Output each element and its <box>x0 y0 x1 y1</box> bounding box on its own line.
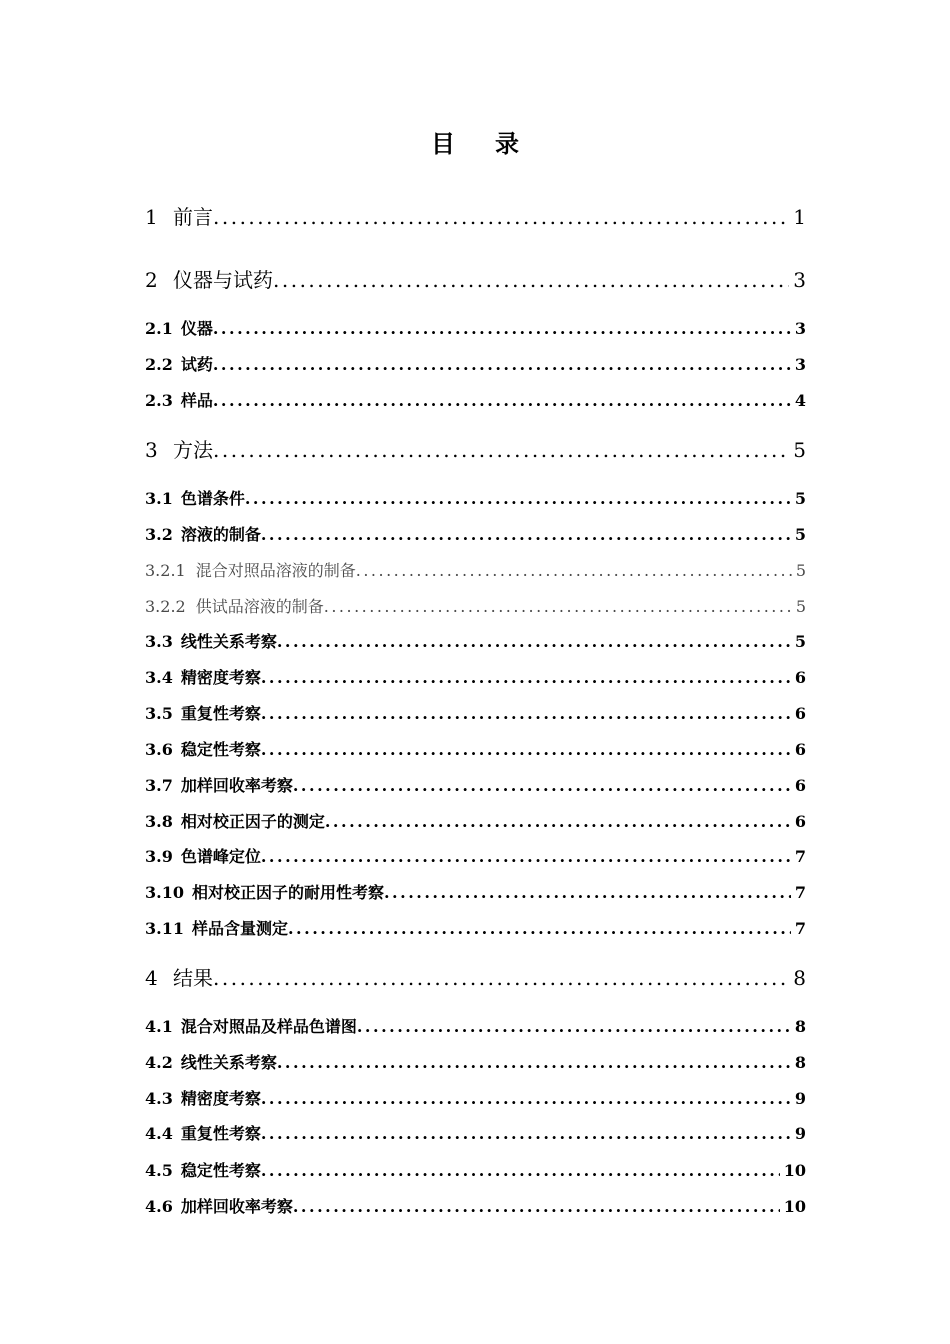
dot-leader <box>261 1160 780 1182</box>
toc-entry-page-number: 7 <box>794 919 806 938</box>
toc-entry[interactable] <box>145 775 806 797</box>
toc-entry-number: 2.1 <box>145 319 173 338</box>
toc-entry-page-number: 6 <box>794 704 806 723</box>
toc-entry[interactable] <box>145 354 806 376</box>
toc-entry-number: 3.2.2 <box>145 597 186 616</box>
dot-leader <box>273 266 789 294</box>
toc-entry[interactable] <box>145 811 806 833</box>
toc-entry-page-number: 10 <box>783 1197 806 1216</box>
toc-entry-number: 3.8 <box>145 812 173 831</box>
toc-entry-number: 4.6 <box>145 1197 173 1216</box>
toc-entry-page-number: 10 <box>783 1161 806 1180</box>
dot-leader <box>213 436 789 464</box>
toc-entry[interactable] <box>145 390 806 412</box>
toc-entry-page-number: 5 <box>795 561 806 580</box>
dot-leader <box>213 390 791 412</box>
dot-leader <box>261 524 791 546</box>
dot-leader <box>213 354 791 376</box>
toc-entry-page-number: 8 <box>793 966 806 990</box>
toc-entry[interactable] <box>145 1088 806 1110</box>
toc-entry-number: 4 <box>145 966 158 990</box>
toc-entry-title: 重复性考察 <box>180 1124 261 1143</box>
toc-entry-title: 相对校正因子的测定 <box>180 812 325 831</box>
toc-entry-title: 仪器与试药 <box>173 268 273 292</box>
toc-entry-title: 重复性考察 <box>180 704 261 723</box>
toc-entry-title: 精密度考察 <box>180 668 261 687</box>
toc-entry[interactable] <box>145 1160 806 1182</box>
toc-entry-page-number: 6 <box>794 776 806 795</box>
toc-entry-title: 稳定性考察 <box>180 1161 261 1180</box>
toc-entry-number: 3.1 <box>145 489 173 508</box>
dot-leader <box>213 318 791 340</box>
toc-entry-page-number: 7 <box>794 883 806 902</box>
toc-entry-title: 混合对照品溶液的制备 <box>195 561 356 580</box>
dot-leader <box>277 1052 791 1074</box>
toc-entry-title: 加样回收率考察 <box>180 776 293 795</box>
dot-leader <box>325 811 791 833</box>
toc-entry-number: 3.10 <box>145 883 184 902</box>
dot-leader <box>384 882 791 904</box>
toc-entry-number: 4.5 <box>145 1161 173 1180</box>
toc-entry-title: 结果 <box>173 966 213 990</box>
dot-leader <box>245 488 791 510</box>
toc-entry-page-number: 8 <box>794 1053 806 1072</box>
toc-entry-title: 线性关系考察 <box>180 632 277 651</box>
dot-leader <box>261 1088 791 1110</box>
toc-entry-page-number: 3 <box>793 268 806 292</box>
toc-entry-title: 线性关系考察 <box>180 1053 277 1072</box>
toc-entry-page-number: 3 <box>794 319 806 338</box>
toc-entry[interactable] <box>145 1196 806 1218</box>
toc-entry-number: 3.4 <box>145 668 173 687</box>
toc-entry[interactable] <box>145 266 806 294</box>
toc-entry-page-number: 5 <box>793 438 806 462</box>
toc-entry-page-number: 6 <box>794 668 806 687</box>
toc-entry-page-number: 6 <box>794 812 806 831</box>
toc-entry-page-number: 6 <box>794 740 806 759</box>
toc-entry-number: 3.9 <box>145 847 173 866</box>
toc-entry-page-number: 9 <box>794 1089 806 1108</box>
toc-entry-number: 4.3 <box>145 1089 173 1108</box>
toc-entry-page-number: 4 <box>794 391 806 410</box>
toc-entry-title: 样品含量测定 <box>191 919 288 938</box>
toc-entry-number: 4.2 <box>145 1053 173 1072</box>
toc-entry[interactable] <box>145 882 806 904</box>
toc-entry[interactable] <box>145 596 806 618</box>
dot-leader <box>261 703 791 725</box>
page-title: 目录 <box>431 129 559 158</box>
toc-entry-number: 1 <box>145 205 158 229</box>
toc-entry-title: 溶液的制备 <box>180 525 261 544</box>
toc-entry-title: 仪器 <box>180 319 213 338</box>
toc-entry-title: 精密度考察 <box>180 1089 261 1108</box>
toc-entry[interactable] <box>145 560 806 582</box>
dot-leader <box>261 739 791 761</box>
toc-entry-number: 2.3 <box>145 391 173 410</box>
toc-entry-number: 3.6 <box>145 740 173 759</box>
toc-entry-number: 3.2 <box>145 525 173 544</box>
toc-entry-title: 方法 <box>173 438 213 462</box>
dot-leader <box>213 964 789 992</box>
toc-entry-title: 相对校正因子的耐用性考察 <box>191 883 384 902</box>
toc-entry-page-number: 5 <box>795 597 806 616</box>
dot-leader <box>213 203 789 231</box>
dot-leader <box>261 667 791 689</box>
dot-leader <box>288 918 791 940</box>
toc-entry-title: 供试品溶液的制备 <box>195 597 324 616</box>
toc-entry-number: 3.3 <box>145 632 173 651</box>
toc-entry[interactable] <box>145 631 806 653</box>
dot-leader <box>357 1016 791 1038</box>
toc-entry-title: 试药 <box>180 355 213 374</box>
toc-entry-number: 4.4 <box>145 1124 173 1143</box>
dot-leader <box>277 631 791 653</box>
toc-entry-page-number: 5 <box>794 525 806 544</box>
toc-entry-page-number: 1 <box>793 205 806 229</box>
dot-leader <box>293 1196 780 1218</box>
dot-leader <box>261 1123 791 1145</box>
toc-entry[interactable] <box>145 667 806 689</box>
toc-entry[interactable] <box>145 1123 806 1145</box>
toc-entry-number: 3.5 <box>145 704 173 723</box>
toc-entry-page-number: 9 <box>794 1124 806 1143</box>
toc-entry[interactable] <box>145 1016 806 1038</box>
toc-entry[interactable] <box>145 203 806 231</box>
toc-entry-title: 加样回收率考察 <box>180 1197 293 1216</box>
toc-entry-page-number: 5 <box>794 632 806 651</box>
toc-entry[interactable] <box>145 703 806 725</box>
toc-entry-number: 3.7 <box>145 776 173 795</box>
toc-entry[interactable] <box>145 524 806 546</box>
toc-entry-number: 3.11 <box>145 919 184 938</box>
toc-entry-page-number: 3 <box>794 355 806 374</box>
toc-entry-number: 2.2 <box>145 355 173 374</box>
toc-entry-number: 4.1 <box>145 1017 173 1036</box>
dot-leader <box>293 775 791 797</box>
toc-entry[interactable] <box>145 739 806 761</box>
toc-entry[interactable] <box>145 846 806 868</box>
toc-entry-number: 3 <box>145 438 158 462</box>
toc-entry-title: 色谱峰定位 <box>180 847 261 866</box>
dot-leader <box>324 596 792 618</box>
toc-entry[interactable] <box>145 318 806 340</box>
toc-entry[interactable] <box>145 918 806 940</box>
toc-entry-title: 样品 <box>180 391 213 410</box>
toc-entry[interactable] <box>145 1052 806 1074</box>
toc-entry[interactable] <box>145 964 806 992</box>
toc-entry-page-number: 7 <box>794 847 806 866</box>
toc-entry-number: 2 <box>145 268 158 292</box>
toc-entry-title: 前言 <box>173 205 213 229</box>
toc-entry[interactable] <box>145 488 806 510</box>
dot-leader <box>356 560 792 582</box>
toc-entry-page-number: 8 <box>794 1017 806 1036</box>
toc-entry-title: 色谱条件 <box>180 489 245 508</box>
dot-leader <box>261 846 791 868</box>
toc-entry[interactable] <box>145 436 806 464</box>
toc-entry-page-number: 5 <box>794 489 806 508</box>
toc-entry-title: 混合对照品及样品色谱图 <box>180 1017 357 1036</box>
toc-entry-number: 3.2.1 <box>145 561 186 580</box>
toc-entry-title: 稳定性考察 <box>180 740 261 759</box>
